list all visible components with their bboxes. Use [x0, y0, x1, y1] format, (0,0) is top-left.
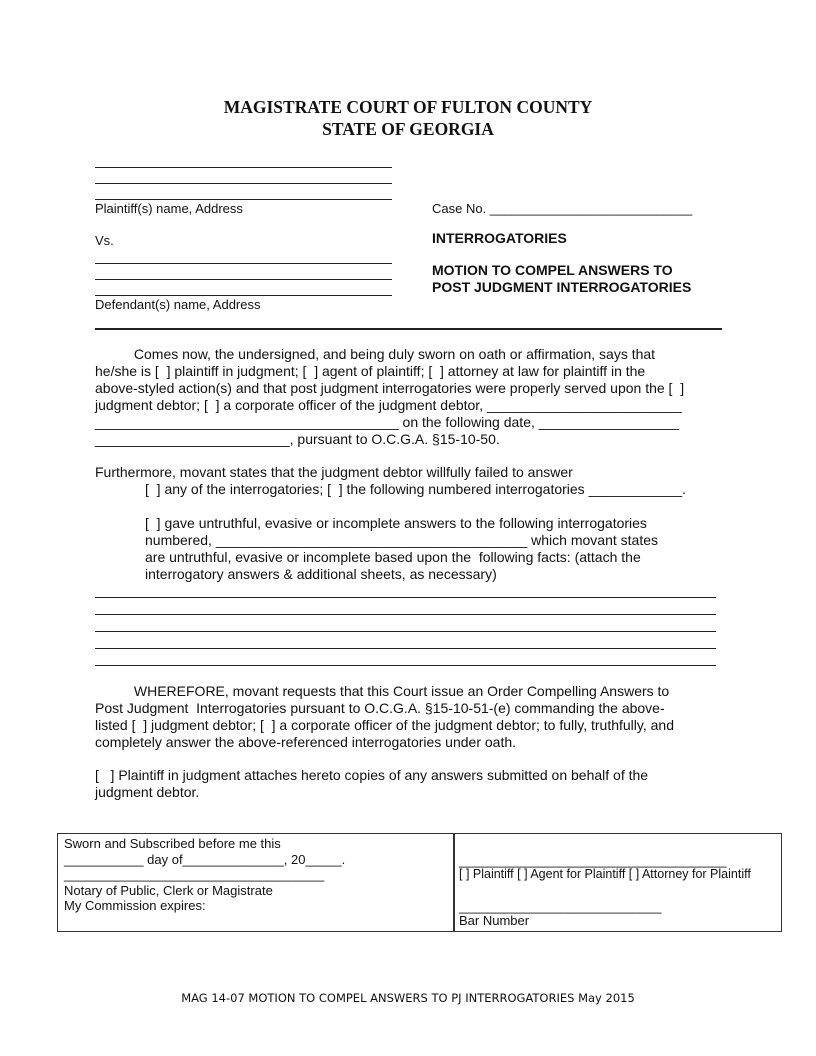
body-line: numbered, ________________________________________ which movant states [145, 532, 658, 548]
signature-box-divider [453, 834, 455, 931]
case-number-field: Case No. ____________________________ [432, 201, 693, 216]
notary-text [64, 836, 345, 914]
signature-line: _____________________________________ [459, 853, 727, 868]
signer-role: [ ] Plaintiff [ ] Agent for Plaintiff [ ] Attorney for Plaintiff [459, 867, 751, 881]
notary-line: ____________________________________ [64, 867, 325, 882]
bar-number-label: Bar Number [459, 913, 530, 928]
form-footer: MAG 14-07 MOTION TO COMPEL ANSWERS TO PJ INTERROGATORIES May 2015 [181, 991, 635, 1005]
body-line: Post Judgment Interrogatories pursuant to O.C.G.A. §15-10-51-(e) commanding the above- [95, 700, 665, 716]
body-line: interrogatory answers & additional sheets, as necessary) [145, 566, 497, 582]
commission-expires-label: My Commission expires: [64, 898, 206, 913]
facts-blank-line [95, 665, 716, 666]
caption-divider [95, 328, 722, 330]
body-line: he/she is [ ] plaintiff in judgment; [ ] agent of plaintiff; [ ] attorney at law for plaintiff in the [95, 363, 646, 379]
body-line: WHEREFORE, movant requests that this Court issue an Order Compelling Answers to [95, 683, 670, 699]
title-interrogatories: INTERROGATORIES [432, 230, 567, 246]
body-line: _______________________________________ on the following date, __________________ [95, 414, 679, 430]
versus-label: Vs. [95, 233, 114, 248]
title-motion-line-1: MOTION TO COMPEL ANSWERS TO [432, 262, 673, 278]
notary-line: Sworn and Subscribed before me this [64, 836, 281, 851]
body-line: _________________________, pursuant to O.C.G.A. §15-10-50. [95, 431, 500, 447]
body-line: [ ] gave untruthful, evasive or incomplete answers to the following interrogatories [145, 515, 647, 531]
signature-box [57, 833, 782, 932]
body-line: judgment debtor. [95, 784, 200, 800]
facts-blank-line [95, 631, 716, 632]
body-line: [ ] Plaintiff in judgment attaches hereto copies of any answers submitted on behalf of the [95, 767, 649, 783]
body-line: completely answer the above-referenced interrogatories under oath. [95, 734, 517, 750]
defendant-label: Defendant(s) name, Address [95, 297, 261, 312]
defendant-line-2 [95, 279, 392, 280]
body-line: above-styled action(s) and that post judgment interrogatories were properly served upon the [ ] [95, 380, 685, 396]
body-line: Comes now, the undersigned, and being duly sworn on oath or affirmation, says that [95, 346, 656, 362]
body-line: [ ] any of the interrogatories; [ ] the following numbered interrogatories ____________. [145, 481, 686, 497]
defendant-line-1 [95, 263, 392, 264]
body-line: Furthermore, movant states that the judgment debtor willfully failed to answer [95, 464, 573, 480]
court-name: MAGISTRATE COURT OF FULTON COUNTY [223, 97, 593, 117]
plaintiff-line-1 [95, 167, 392, 168]
facts-blank-line [95, 648, 716, 649]
body-line: judgment debtor; [ ] a corporate officer of the judgment debtor, _________________________ [95, 397, 682, 413]
body-line: listed [ ] judgment debtor; [ ] a corporate officer of the judgment debtor; to fully, truthfully, and [95, 717, 674, 733]
title-motion-line-2: POST JUDGMENT INTERROGATORIES [432, 279, 692, 295]
plaintiff-line-2 [95, 183, 392, 184]
plaintiff-label: Plaintiff(s) name, Address [95, 201, 243, 216]
facts-blank-line [95, 597, 716, 598]
notary-line: ___________ day of______________, 20_____. [64, 851, 346, 867]
facts-blank-line [95, 614, 716, 615]
bar-number-line: ____________________________ [459, 899, 662, 914]
body-line: are untruthful, evasive or incomplete based upon the following facts: (attach the [145, 549, 641, 565]
notary-line: Notary of Public, Clerk or Magistrate [64, 882, 273, 898]
state-name: STATE OF GEORGIA [322, 119, 494, 139]
